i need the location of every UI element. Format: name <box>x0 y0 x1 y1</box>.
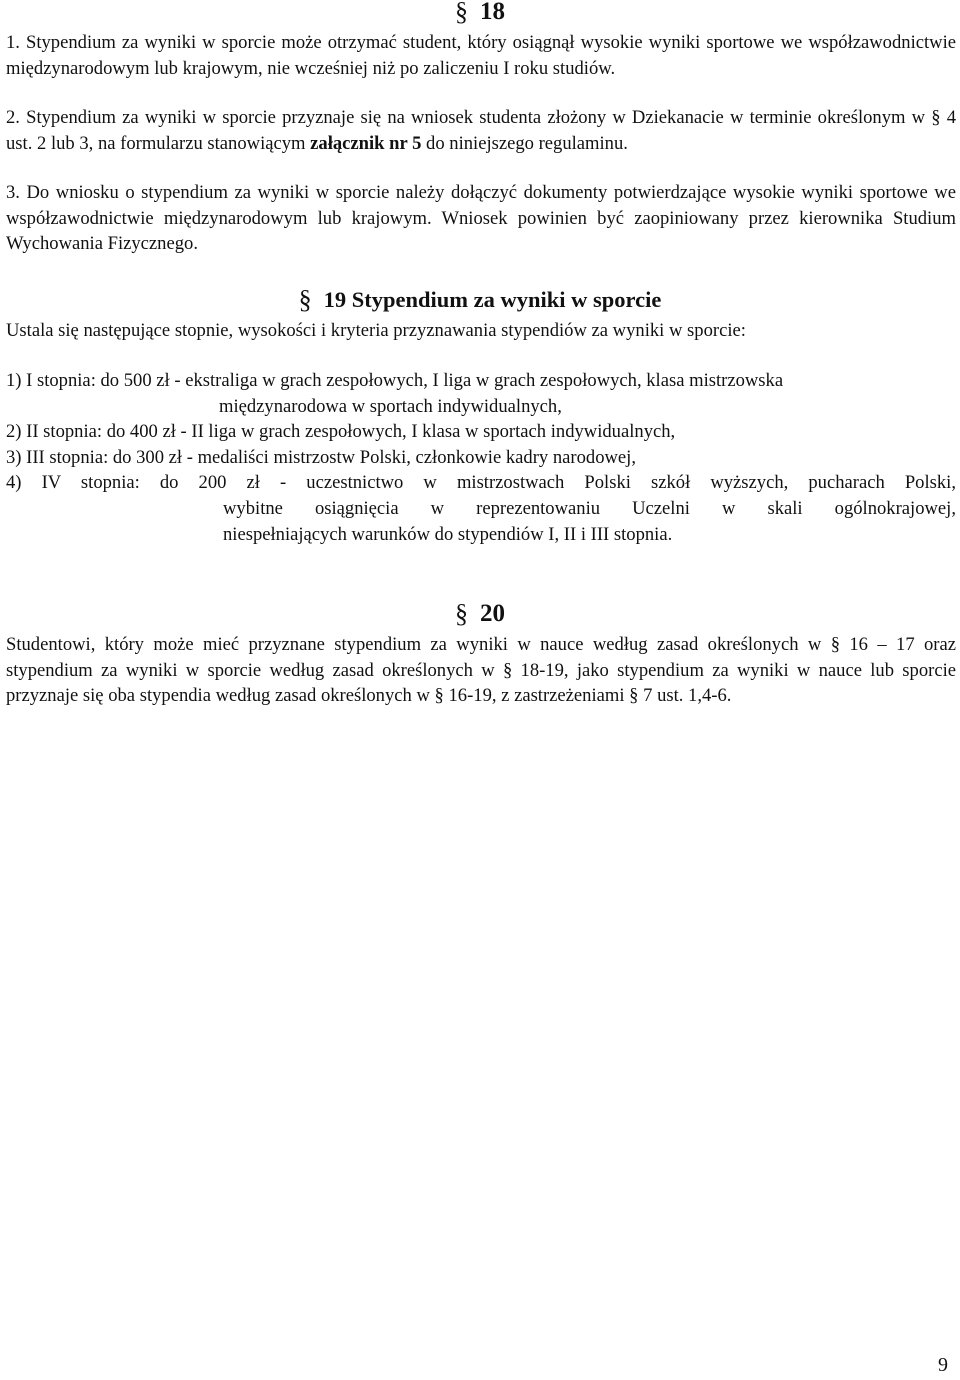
section-18-paragraph-2 <box>6 105 956 156</box>
section-20-heading <box>0 600 960 628</box>
section-symbol: § <box>455 599 468 628</box>
attachment-reference: załącznik nr 5 <box>310 132 422 154</box>
list-item-continuation: międzynarodowa w sportach indywidualnych, <box>219 395 562 417</box>
paragraph-text: 2. Stypendium za wyniki w sporcie przyznaje się na wniosek studenta złożony w Dziekanacie w terminie określonym w § 4 ust. 2 lub 3, na formularzu stanowiącym <box>6 107 956 154</box>
section-symbol: § <box>298 285 312 314</box>
page-number: 9 <box>938 1354 948 1376</box>
list-item: 3) III stopnia: do 300 zł - medaliści mistrzostw Polski, członkowie kadry narodowej, <box>6 446 636 468</box>
section-18-paragraph-3: 3. Do wniosku o stypendium za wyniki w sporcie należy dołączyć dokumenty potwierdzające wysokie wyniki sportowe we współzawodnictwie międzynarodowym lub krajowym. Wniosek powinien być zaopiniowany przez kierownika Studium Wychowania Fizycznego. <box>6 182 956 255</box>
section-19-intro: Ustala się następujące stopnie, wysokości i kryteria przyznawania stypendiów za wyniki w sporcie: <box>6 320 746 341</box>
section-18-paragraph-1: 1. Stypendium za wyniki w sporcie może otrzymać student, który osiągnął wysokie wyniki sportowe we współzawodnictwie międzynarodowym lub krajowym, nie wcześniej niż po zaliczeniu I roku studiów. <box>6 32 956 79</box>
section-symbol: § <box>455 0 468 26</box>
section-number: 20 <box>480 600 505 627</box>
list-item-continuation: niespełniających warunków do stypendiów I, II i III stopnia. <box>223 523 673 545</box>
section-18-heading <box>0 0 960 26</box>
list-item-continuation: wybitne osiągnięcia w reprezentowaniu Uczelni w skali ogólnokrajowej, <box>223 497 956 519</box>
scholarship-levels-list <box>6 368 956 547</box>
list-item: 1) I stopnia: do 500 zł - ekstraliga w grach zespołowych, I liga w grach zespołowych, klasa mistrzowska <box>6 370 784 391</box>
section-19-heading <box>0 286 960 314</box>
list-item: 4) IV stopnia: do 200 zł - uczestnictwo w mistrzostwach Polski szkół wyższych, pucharach Polski, <box>6 472 956 494</box>
section-20-paragraph: Studentowi, który może mieć przyznane stypendium za wyniki w nauce według zasad określonych w § 16 – 17 oraz stypendium za wyniki w sporcie według zasad określonych w § 18-19, jako stypendium za wyniki w nauce lub sporcie przyznaje się oba stypendia według zasad określonych w § 16-19, z zastrzeżeniami § 7 ust. 1,4-6. <box>6 634 956 707</box>
paragraph-text: do niniejszego regulaminu. <box>421 132 628 154</box>
list-item: 2) II stopnia: do 400 zł - II liga w grach zespołowych, I klasa w sportach indywidualnych, <box>6 421 676 443</box>
section-title: 19 Stypendium za wyniki w sporcie <box>323 287 662 312</box>
section-number: 18 <box>480 0 505 25</box>
